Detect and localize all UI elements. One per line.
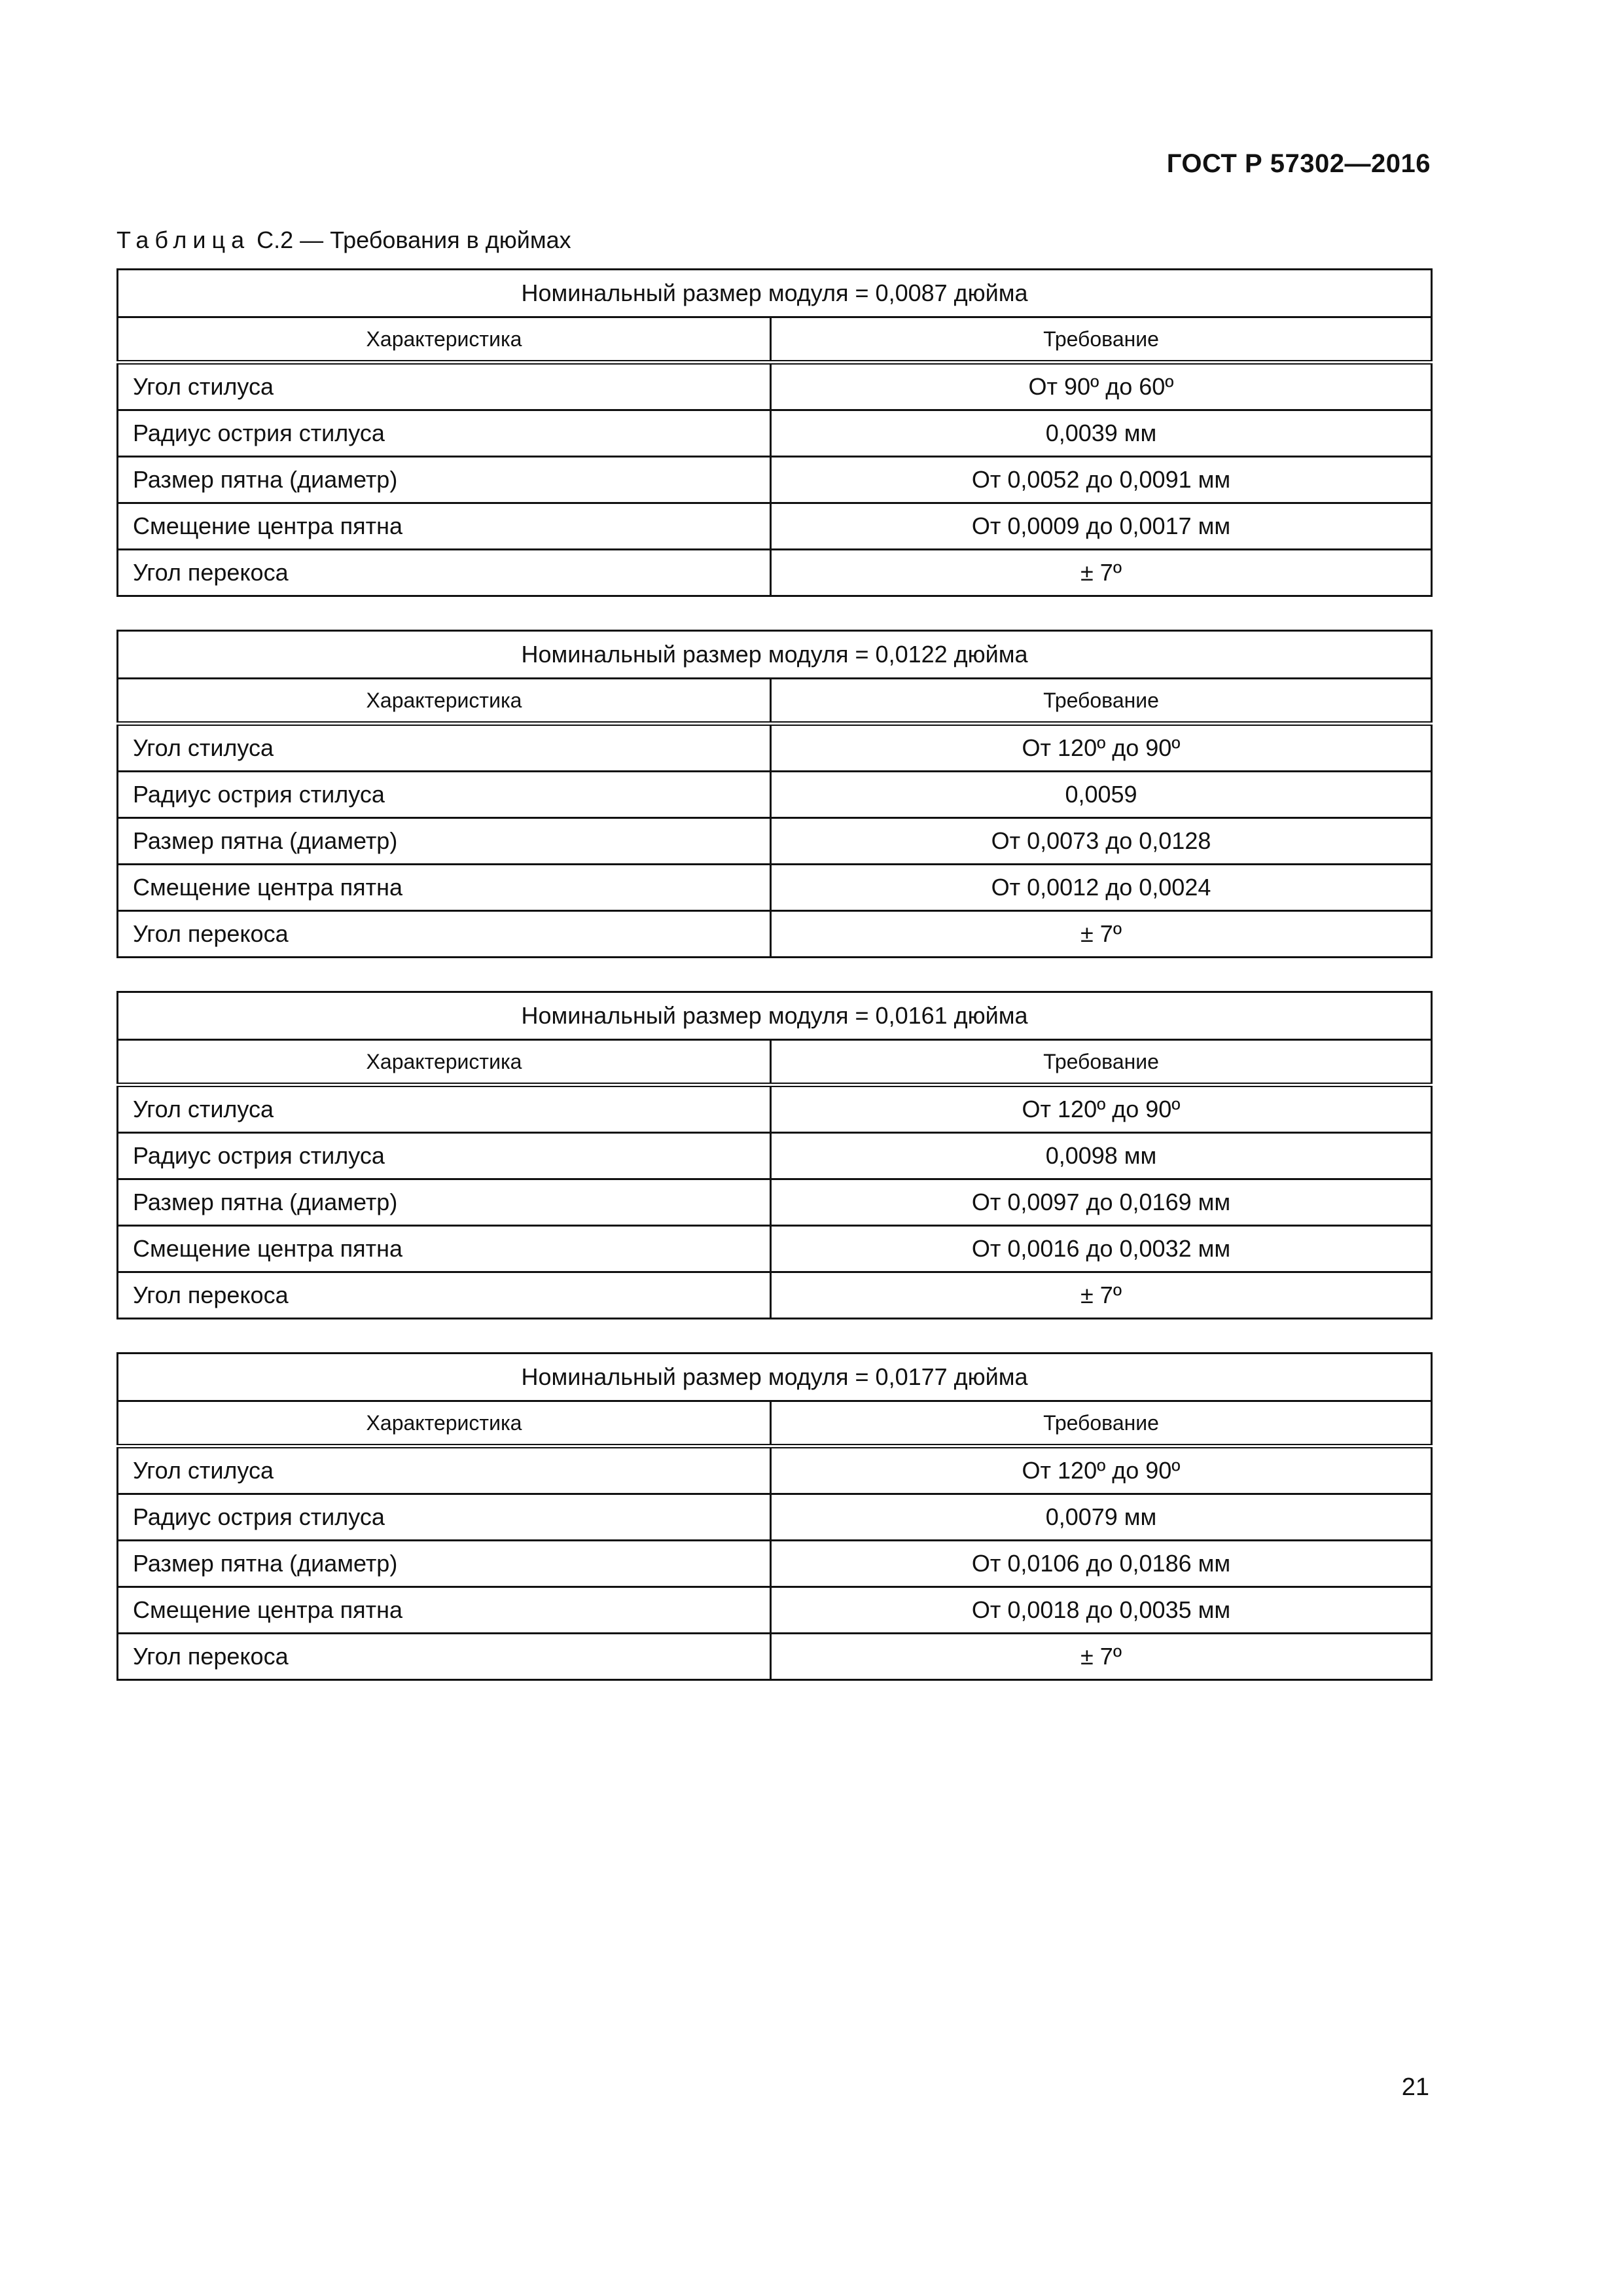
document-standard-number: ГОСТ Р 57302—2016 [1166, 149, 1431, 178]
table-caption-label: Таблица [116, 226, 251, 253]
requirement-cell: ± 7º [771, 550, 1432, 596]
requirement-cell: От 90º до 60º [771, 363, 1432, 410]
table-row [118, 911, 1432, 958]
requirement-cell: ± 7º [771, 911, 1432, 958]
requirement-cell: От 0,0009 до 0,0017 мм [771, 503, 1432, 550]
table-row [118, 1272, 1432, 1319]
table-row [118, 503, 1432, 550]
table-title-row [118, 631, 1432, 679]
characteristic-cell: Радиус острия стилуса [118, 1494, 771, 1541]
characteristic-cell: Размер пятна (диаметр) [118, 1179, 771, 1226]
requirement-cell: 0,0059 [771, 772, 1432, 818]
requirement-cell: От 0,0012 до 0,0024 [771, 865, 1432, 911]
characteristic-cell: Угол перекоса [118, 911, 771, 958]
column-header-characteristic: Характеристика [118, 317, 771, 363]
table-row [118, 1634, 1432, 1680]
table-title: Номинальный размер модуля = 0,0177 дюйма [118, 1354, 1432, 1401]
column-header-characteristic: Характеристика [118, 679, 771, 724]
requirement-cell: От 0,0052 до 0,0091 мм [771, 457, 1432, 503]
requirement-cell: От 0,0016 до 0,0032 мм [771, 1226, 1432, 1272]
requirement-cell: 0,0039 мм [771, 410, 1432, 457]
column-header-requirement: Требование [771, 679, 1432, 724]
requirements-table [116, 630, 1433, 958]
table-row [118, 363, 1432, 410]
characteristic-cell: Радиус острия стилуса [118, 772, 771, 818]
table-row [118, 1541, 1432, 1587]
table-row [118, 1226, 1432, 1272]
characteristic-cell: Угол стилуса [118, 1085, 771, 1133]
requirements-table [116, 991, 1433, 1319]
table-row [118, 865, 1432, 911]
characteristic-cell: Угол перекоса [118, 1634, 771, 1680]
table-header-row [118, 1040, 1432, 1085]
characteristic-cell: Радиус острия стилуса [118, 1133, 771, 1179]
characteristic-cell: Размер пятна (диаметр) [118, 1541, 771, 1587]
column-header-requirement: Требование [771, 1040, 1432, 1085]
requirement-cell: От 0,0073 до 0,0128 [771, 818, 1432, 865]
column-header-requirement: Требование [771, 1401, 1432, 1446]
table-row [118, 1587, 1432, 1634]
column-header-characteristic: Характеристика [118, 1401, 771, 1446]
table-row [118, 550, 1432, 596]
characteristic-cell: Смещение центра пятна [118, 503, 771, 550]
requirement-cell: От 0,0106 до 0,0186 мм [771, 1541, 1432, 1587]
table-title-row [118, 1354, 1432, 1401]
characteristic-cell: Размер пятна (диаметр) [118, 457, 771, 503]
characteristic-cell: Смещение центра пятна [118, 1226, 771, 1272]
characteristic-cell: Угол стилуса [118, 724, 771, 772]
requirements-table [116, 268, 1433, 597]
table-row [118, 1085, 1432, 1133]
table-header-row [118, 317, 1432, 363]
table-caption [116, 226, 571, 254]
table-title: Номинальный размер модуля = 0,0087 дюйма [118, 270, 1432, 317]
characteristic-cell: Угол перекоса [118, 1272, 771, 1319]
requirement-cell: От 120º до 90º [771, 1446, 1432, 1494]
table-row [118, 410, 1432, 457]
table-row [118, 818, 1432, 865]
table-row [118, 1494, 1432, 1541]
column-header-requirement: Требование [771, 317, 1432, 363]
table-header-row [118, 1401, 1432, 1446]
characteristic-cell: Размер пятна (диаметр) [118, 818, 771, 865]
table-header-row [118, 679, 1432, 724]
characteristic-cell: Смещение центра пятна [118, 1587, 771, 1634]
requirement-cell: ± 7º [771, 1634, 1432, 1680]
characteristic-cell: Угол стилуса [118, 1446, 771, 1494]
table-row [118, 1446, 1432, 1494]
table-caption-text: С.2 — Требования в дюймах [250, 226, 571, 253]
page-number: 21 [1401, 2073, 1429, 2101]
table-title-row [118, 992, 1432, 1040]
table-row [118, 772, 1432, 818]
characteristic-cell: Радиус острия стилуса [118, 410, 771, 457]
requirement-cell: 0,0079 мм [771, 1494, 1432, 1541]
requirement-cell: От 0,0097 до 0,0169 мм [771, 1179, 1432, 1226]
characteristic-cell: Угол перекоса [118, 550, 771, 596]
requirement-cell: От 0,0018 до 0,0035 мм [771, 1587, 1432, 1634]
table-row [118, 724, 1432, 772]
requirement-cell: ± 7º [771, 1272, 1432, 1319]
table-row [118, 1179, 1432, 1226]
characteristic-cell: Угол стилуса [118, 363, 771, 410]
table-title: Номинальный размер модуля = 0,0122 дюйма [118, 631, 1432, 679]
requirement-cell: 0,0098 мм [771, 1133, 1432, 1179]
table-row [118, 457, 1432, 503]
requirement-cell: От 120º до 90º [771, 724, 1432, 772]
characteristic-cell: Смещение центра пятна [118, 865, 771, 911]
requirements-tables [116, 268, 1431, 1713]
requirements-table [116, 1352, 1433, 1681]
table-title-row [118, 270, 1432, 317]
requirement-cell: От 120º до 90º [771, 1085, 1432, 1133]
table-row [118, 1133, 1432, 1179]
table-title: Номинальный размер модуля = 0,0161 дюйма [118, 992, 1432, 1040]
column-header-characteristic: Характеристика [118, 1040, 771, 1085]
